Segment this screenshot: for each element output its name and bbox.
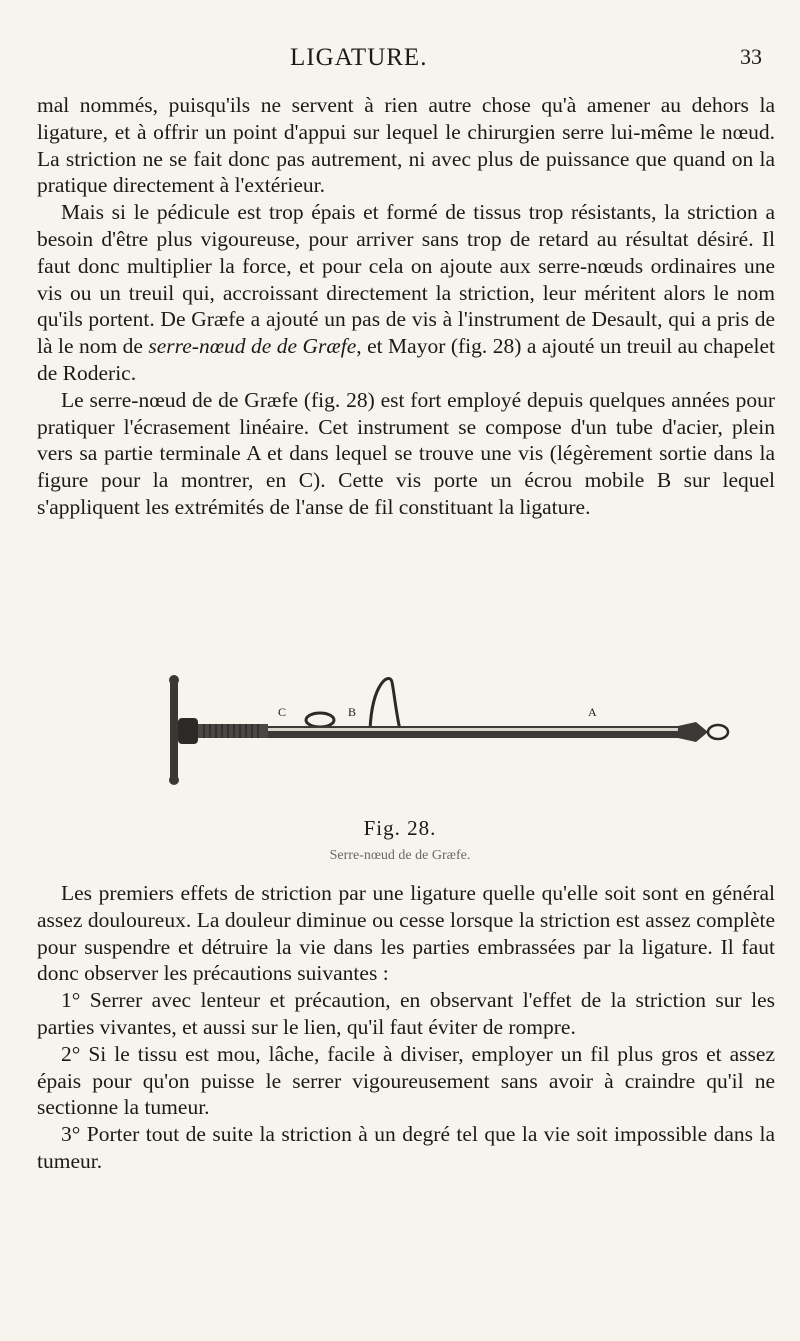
paragraph (37, 199, 775, 387)
italic-term: serre-nœud de de Græfe (148, 334, 357, 359)
instrument-screw-head (178, 718, 198, 744)
crossbar-knob-bottom (169, 775, 179, 785)
paragraph: Les premiers effets de striction par une ligature quelle qu'elle soit sont en général assez douloureux. La douleur diminue ou cesse lorsque la striction est assez complète pour suspendre et détruire la vie dans les parties embrassées par la ligature. Il faut donc observer les précautions suivantes : (37, 881, 775, 986)
text-block-lower (37, 880, 775, 1175)
page-number: 33 (740, 44, 762, 69)
text-run: , et Mayor (fig. 28) a ajouté un treuil au chapelet de Roderic. (37, 334, 775, 385)
list-item: 1° Serrer avec lenteur et précaution, en observant l'effet de la striction sur les parties vivantes, et aussi sur le lien, qu'il faut éviter de rompre. (37, 988, 775, 1039)
text-block-upper (37, 92, 775, 521)
instrument-tip (678, 722, 708, 742)
instrument-nut (306, 713, 334, 727)
list-item: 2° Si le tissu est mou, lâche, facile à diviser, employer un fil plus gros et assez épais pour qu'on puisse le serrer vigoureusement sans avoir à craindre qu'il ne sectionne la tumeur. (37, 1041, 775, 1120)
paragraph: mal nommés, puisqu'ils ne servent à rien autre chose qu'à amener au dehors la ligature, et à offrir un point d'appui sur lequel le chirurgien serre lui-même le nœud. La striction ne se fait donc pas autrement, ni avec plus de puissance que quand on la pratique directement à l'extérieur. (37, 93, 775, 198)
instrument-tube (268, 726, 678, 738)
figure-letter-b: B (348, 705, 357, 719)
list-item: 3° Porter tout de suite la striction à un degré tel que la vie soit impossible dans la tumeur. (37, 1122, 775, 1173)
figure-letter-c: C (278, 705, 287, 719)
figure-letter-a: A (588, 705, 597, 719)
instrument-ligature-loop (708, 725, 728, 739)
instrument-wire-loop (370, 678, 400, 730)
instrument-tube-highlight (268, 728, 678, 731)
instrument-crossbar (170, 680, 178, 780)
figure-label: Fig. 28. (363, 816, 437, 840)
figure-28-illustration (160, 672, 730, 792)
text-run: Mais si le pédicule est trop épais et formé de tissus trop résistants, la striction a besoin d'être plus vigoureuse, pour arriver sans trop de retard au résultat désiré. Il faut donc multiplier la force, et pour cela on ajoute aux serre-nœuds ordinaires une vis ou un treuil qui, accroissant directement la striction, leur méritent alors le nom qu'ils portent. De Græfe a ajouté un pas de vis à l'instrument de Desault, qui a pris de là le nom de (37, 200, 775, 359)
figure-caption: Serre-nœud de de Græfe. (329, 848, 471, 863)
page-header (0, 44, 800, 78)
crossbar-knob-top (169, 675, 179, 685)
running-title: LIGATURE. (290, 44, 428, 71)
paragraph: Le serre-nœud de de Græfe (fig. 28) est fort employé depuis quelques années pour pratiquer l'écrasement linéaire. Cet instrument se compose d'un tube d'acier, plein vers sa partie terminale A et dans lequel se trouve une vis (légèrement sortie dans la figure pour la montrer, en C). Cette vis porte un écrou mobile B sur lequel s'appliquent les extrémités de l'anse de fil constituant la ligature. (37, 387, 775, 519)
